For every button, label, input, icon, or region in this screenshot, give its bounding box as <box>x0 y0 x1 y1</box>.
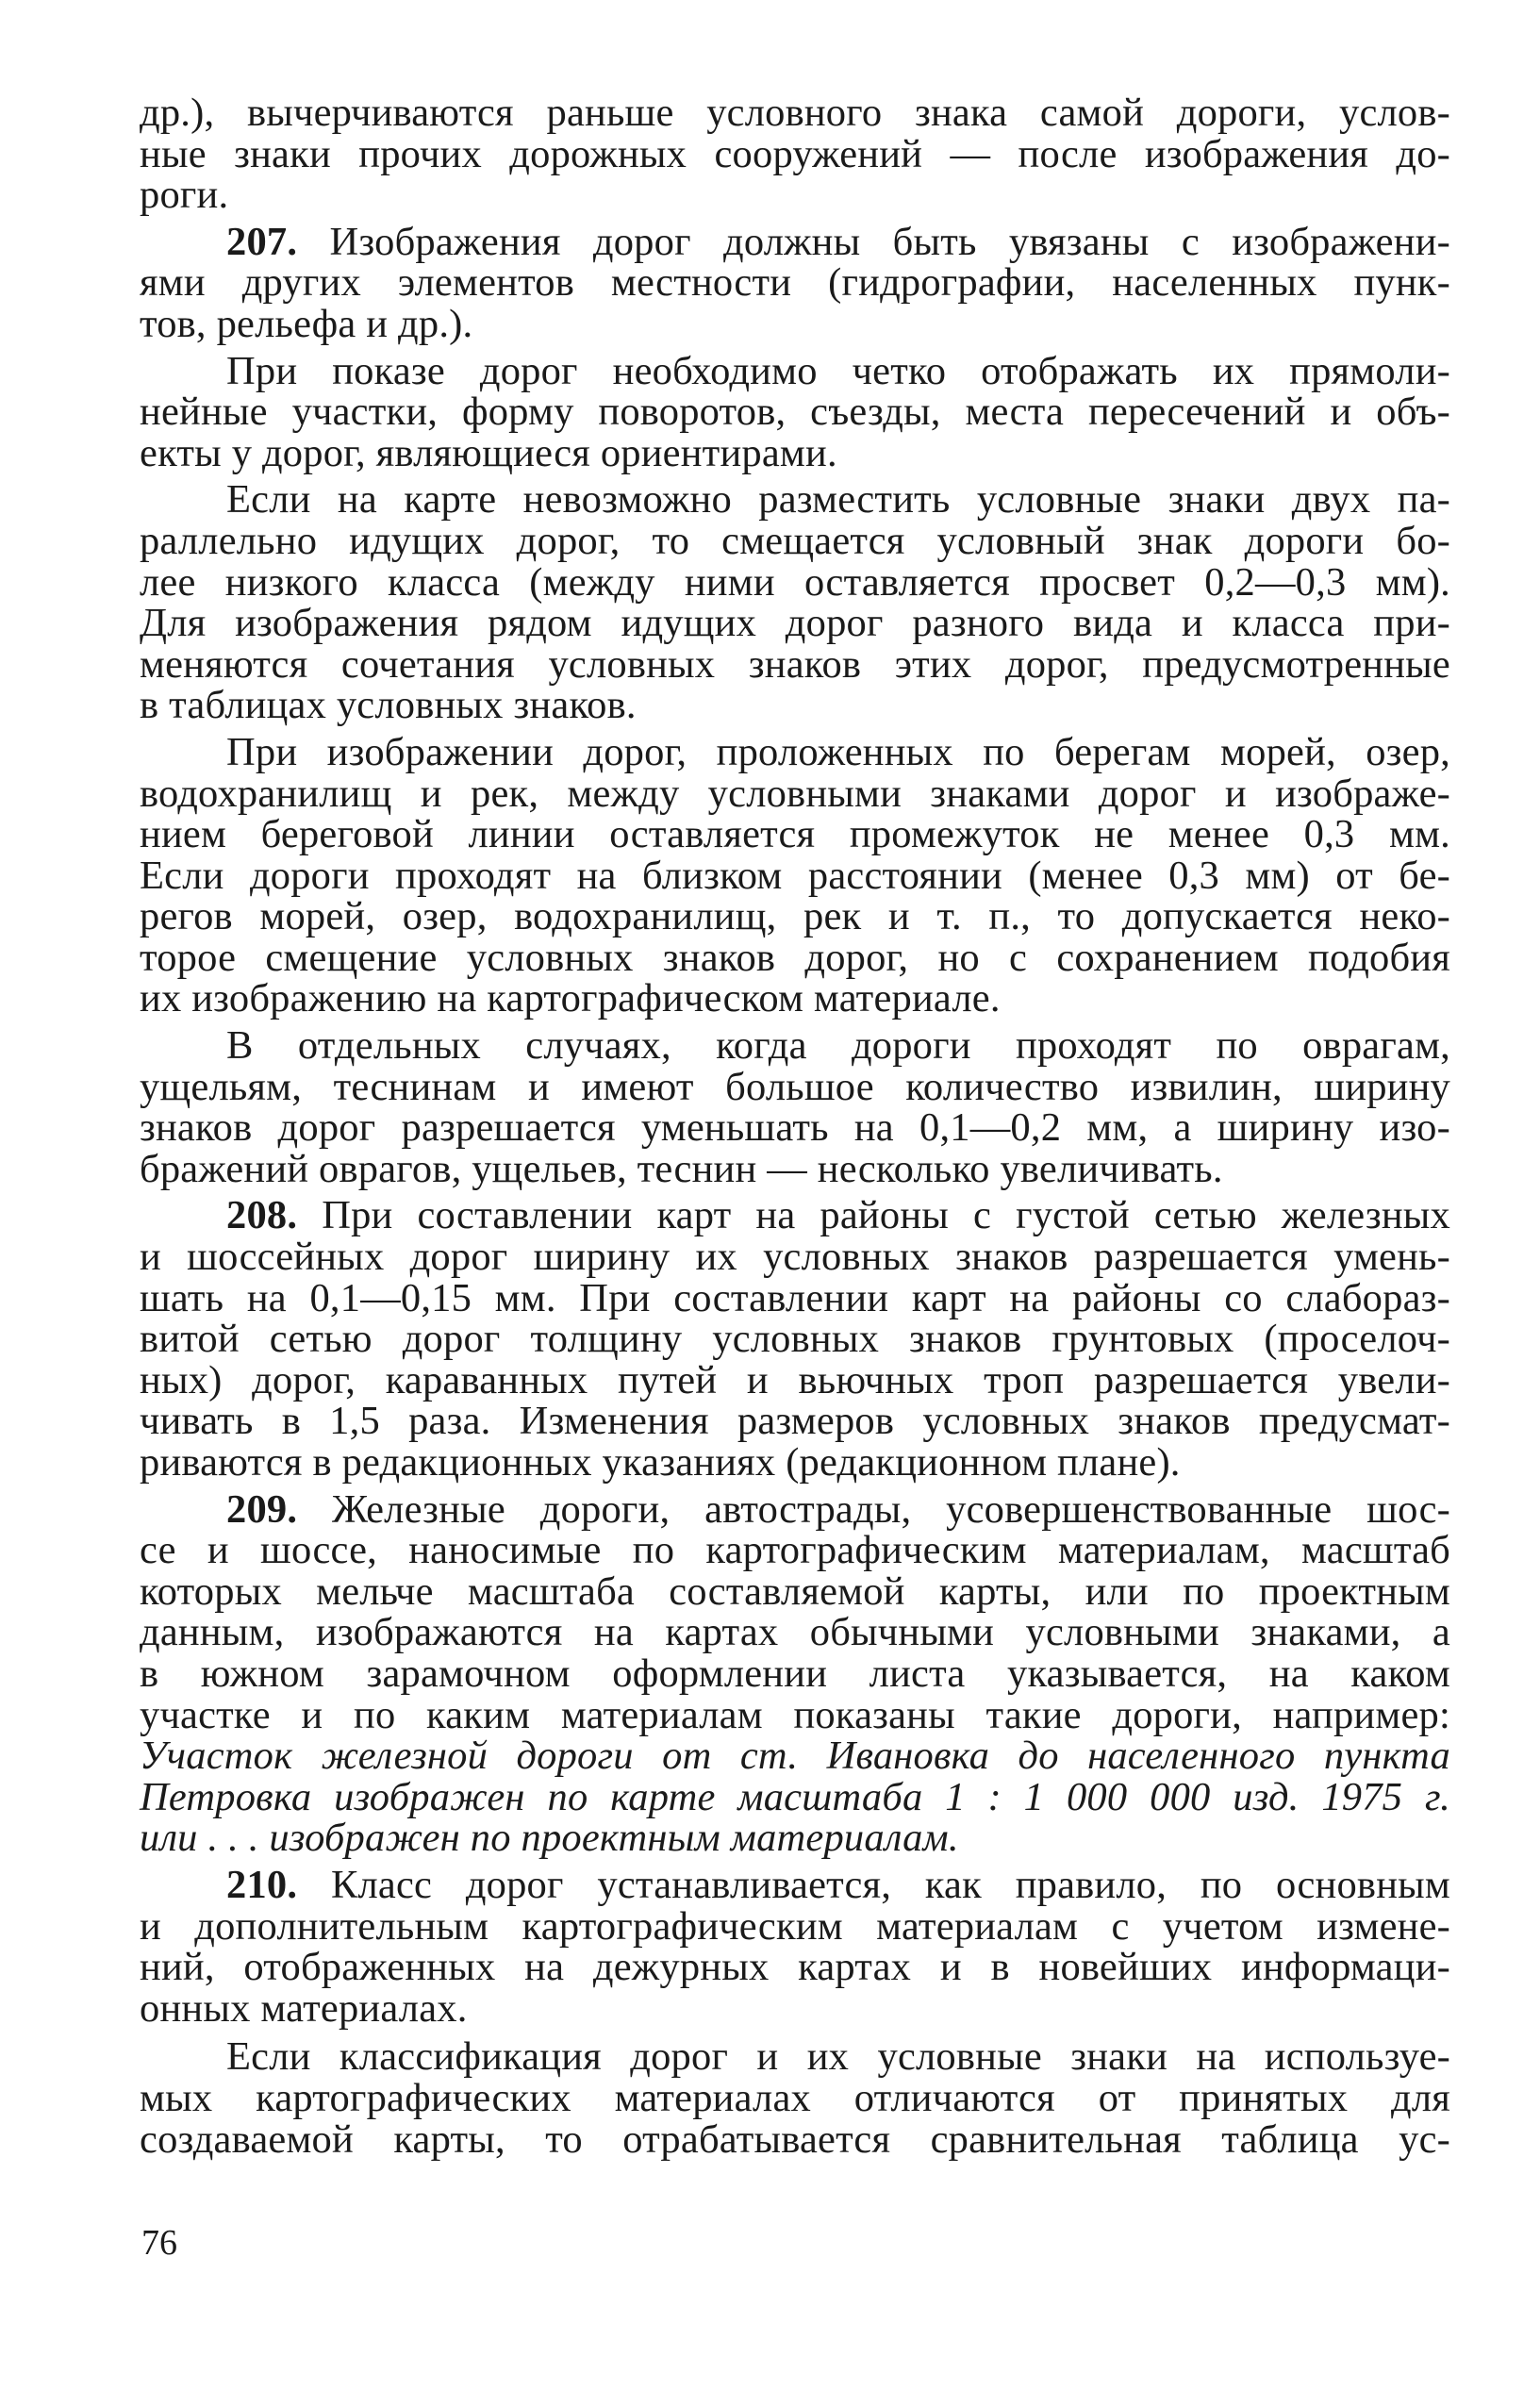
line-text: При показе дорог необходимо четко отображать их прямоли- <box>226 348 1450 393</box>
text-line <box>140 685 1450 726</box>
line-text: создаваемой карты, то отрабатывается сравнительная таблица ус- <box>140 2116 1450 2162</box>
text-line <box>140 1692 1450 1737</box>
text-line <box>140 1985 1450 2031</box>
line-text: Класс дорог устанавливается, как правило, по основным <box>297 1862 1450 1907</box>
text-line <box>140 1947 1450 1988</box>
text-line <box>140 518 1450 563</box>
text-line <box>140 1774 1450 1819</box>
text-line <box>140 1025 1450 1067</box>
paragraph-number: 208. <box>226 1193 298 1238</box>
line-text: Если дороги проходят на близком расстоянии (менее 0,3 мм) от бе- <box>140 853 1450 898</box>
text-line <box>140 1442 1450 1484</box>
line-text: знаков дорог разрешается уменьшать на 0,1—0,2 мм, а ширину изо- <box>140 1105 1450 1151</box>
text-line <box>140 1275 1450 1320</box>
text-line <box>140 1236 1450 1278</box>
text-line <box>140 978 1450 1020</box>
line-text: данным, изображаются на картах обычными условными знаками, а <box>140 1610 1450 1655</box>
line-text: риваются в редакционных указаниях (редакционном плане). <box>140 1440 1181 1485</box>
line-text: нейные участки, форму поворотов, съезды, места пересечений и объ- <box>140 390 1450 435</box>
page-number: 76 <box>141 2223 177 2263</box>
line-text: и шоссейных дорог ширину их условных знаков разрешается умень- <box>140 1235 1450 1280</box>
line-text: Если классификация дорог и их условные знаки на используе- <box>226 2034 1450 2080</box>
line-text: ущельям, теснинам и имеют большое количество извилин, ширину <box>140 1064 1450 1109</box>
line-text: участке и по каким материалам показаны такие дороги, например: <box>140 1692 1450 1737</box>
line-text: Изображения дорог должны быть увязаны с изображени- <box>297 219 1450 264</box>
text-line <box>140 262 1450 304</box>
text-line <box>140 301 1450 346</box>
line-text: чивать в 1,5 раза. Изменения размеров условных знаков предусмат- <box>140 1399 1450 1444</box>
line-text: ний, отображенных на дежурных картах и в новейших информаци- <box>140 1945 1450 1990</box>
text-line <box>140 219 1450 264</box>
line-text: шать на 0,1—0,15 мм. При составлении карт на районы со слабораз- <box>140 1275 1450 1320</box>
text-line <box>140 896 1450 938</box>
text-line <box>140 1862 1450 1907</box>
line-text: При составлении карт на районы с густой сетью железных <box>297 1193 1450 1238</box>
line-text: регов морей, озер, водохранилищ, рек и т. п., то допускается неко- <box>140 894 1450 939</box>
text-line <box>140 1064 1450 1109</box>
line-text: Для изображения рядом идущих дорог разного вида и класса при- <box>140 601 1450 646</box>
text-line <box>140 1653 1450 1695</box>
line-text: тов, рельефа и др.). <box>140 301 473 346</box>
line-text: В отдельных случаях, когда дороги проходят по оврагам, <box>226 1023 1450 1069</box>
line-text: ных) дорог, караванных путей и вьючных троп разрешается увели- <box>140 1357 1450 1402</box>
paragraph-number: 209. <box>226 1486 298 1532</box>
line-text: или . . . изображен по проектным материалам. <box>140 1816 959 1861</box>
text-line <box>140 935 1450 980</box>
line-text: водохранилищ и рек, между условными знаками дорог и изображе- <box>140 771 1450 816</box>
text-line <box>140 773 1450 815</box>
line-text: их изображению на картографическом материале. <box>140 976 1001 1021</box>
text-line <box>140 1817 1450 1859</box>
line-text: Петровка изображен по карте масштаба 1 : 1 000 000 изд. 1975 г. <box>140 1774 1450 1819</box>
text-line <box>140 2036 1450 2078</box>
line-text: ями других элементов местности (гидрографии, населенных пунк- <box>140 260 1450 306</box>
text-line <box>140 814 1450 855</box>
line-text: в южном зарамочном оформлении листа указывается, на каком <box>140 1651 1450 1696</box>
text-line <box>140 1107 1450 1149</box>
line-text: роги. <box>140 173 229 218</box>
text-line <box>140 2075 1450 2120</box>
text-line <box>140 131 1450 176</box>
line-text: и дополнительным картографическим материалам с учетом измене- <box>140 1903 1450 1949</box>
line-text: нием береговой линии оставляется промежуток не менее 0,3 мм. <box>140 812 1450 857</box>
line-text: онных материалах. <box>140 1985 468 2031</box>
text-line <box>140 348 1450 393</box>
line-text: мых картографических материалах отличаются от принятых для <box>140 2075 1450 2120</box>
line-text: се и шоссе, наносимые по картографическим материалам, масштаб <box>140 1528 1450 1573</box>
text-line <box>140 1568 1450 1614</box>
paragraph-number: 210. <box>226 1862 298 1907</box>
text-line <box>140 1357 1450 1402</box>
line-text: Железные дороги, автострады, усовершенствованные шос- <box>297 1486 1450 1532</box>
text-line <box>140 1195 1450 1236</box>
line-text: раллельно идущих дорог, то смещается условный знак дороги бо- <box>140 518 1450 563</box>
text-line <box>140 1486 1450 1532</box>
line-text: бражений оврагов, ущельев, теснин — несколько увеличивать. <box>140 1146 1223 1191</box>
line-text: екты у дорог, являющиеся ориентирами. <box>140 430 837 475</box>
text-line <box>140 1401 1450 1442</box>
text-line <box>140 855 1450 897</box>
text-line <box>140 2116 1450 2162</box>
line-text: которых мельче масштаба составляемой карты, или по проектным <box>140 1568 1450 1614</box>
text-line <box>140 1612 1450 1653</box>
text-line <box>140 729 1450 774</box>
text-line <box>140 92 1450 134</box>
text-line <box>140 1903 1450 1949</box>
paragraph-number: 207. <box>226 219 298 264</box>
text-line <box>140 1319 1450 1360</box>
line-text: в таблицах условных знаков. <box>140 683 637 728</box>
line-text: Участок железной дороги от ст. Ивановка до населенного пункта <box>140 1734 1450 1779</box>
text-line <box>140 479 1450 521</box>
line-text: лее низкого класса (между ними оставляется просвет 0,2—0,3 мм). <box>140 559 1450 605</box>
line-text: витой сетью дорог толщину условных знаков грунтовых (проселоч- <box>140 1317 1450 1362</box>
text-line <box>140 1146 1450 1191</box>
text-line <box>140 174 1450 216</box>
line-text: При изображении дорог, проложенных по берегам морей, озер, <box>226 729 1450 774</box>
text-line <box>140 430 1450 475</box>
text-line <box>140 1530 1450 1571</box>
text-line <box>140 603 1450 644</box>
text-line <box>140 559 1450 605</box>
line-text: меняются сочетания условных знаков этих дорог, предусмотренные <box>140 641 1450 687</box>
text-line <box>140 641 1450 687</box>
text-line <box>140 1735 1450 1777</box>
line-text: Если на карте невозможно разместить условные знаки двух па- <box>226 477 1450 523</box>
line-text: торое смещение условных знаков дорог, но с сохранением подобия <box>140 935 1450 980</box>
line-text: др.), вычерчиваются раньше условного знака самой дороги, услов- <box>140 91 1450 135</box>
line-text: ные знаки прочих дорожных сооружений — после изображения до- <box>140 131 1450 176</box>
page-body <box>140 92 1450 2160</box>
text-line <box>140 391 1450 433</box>
